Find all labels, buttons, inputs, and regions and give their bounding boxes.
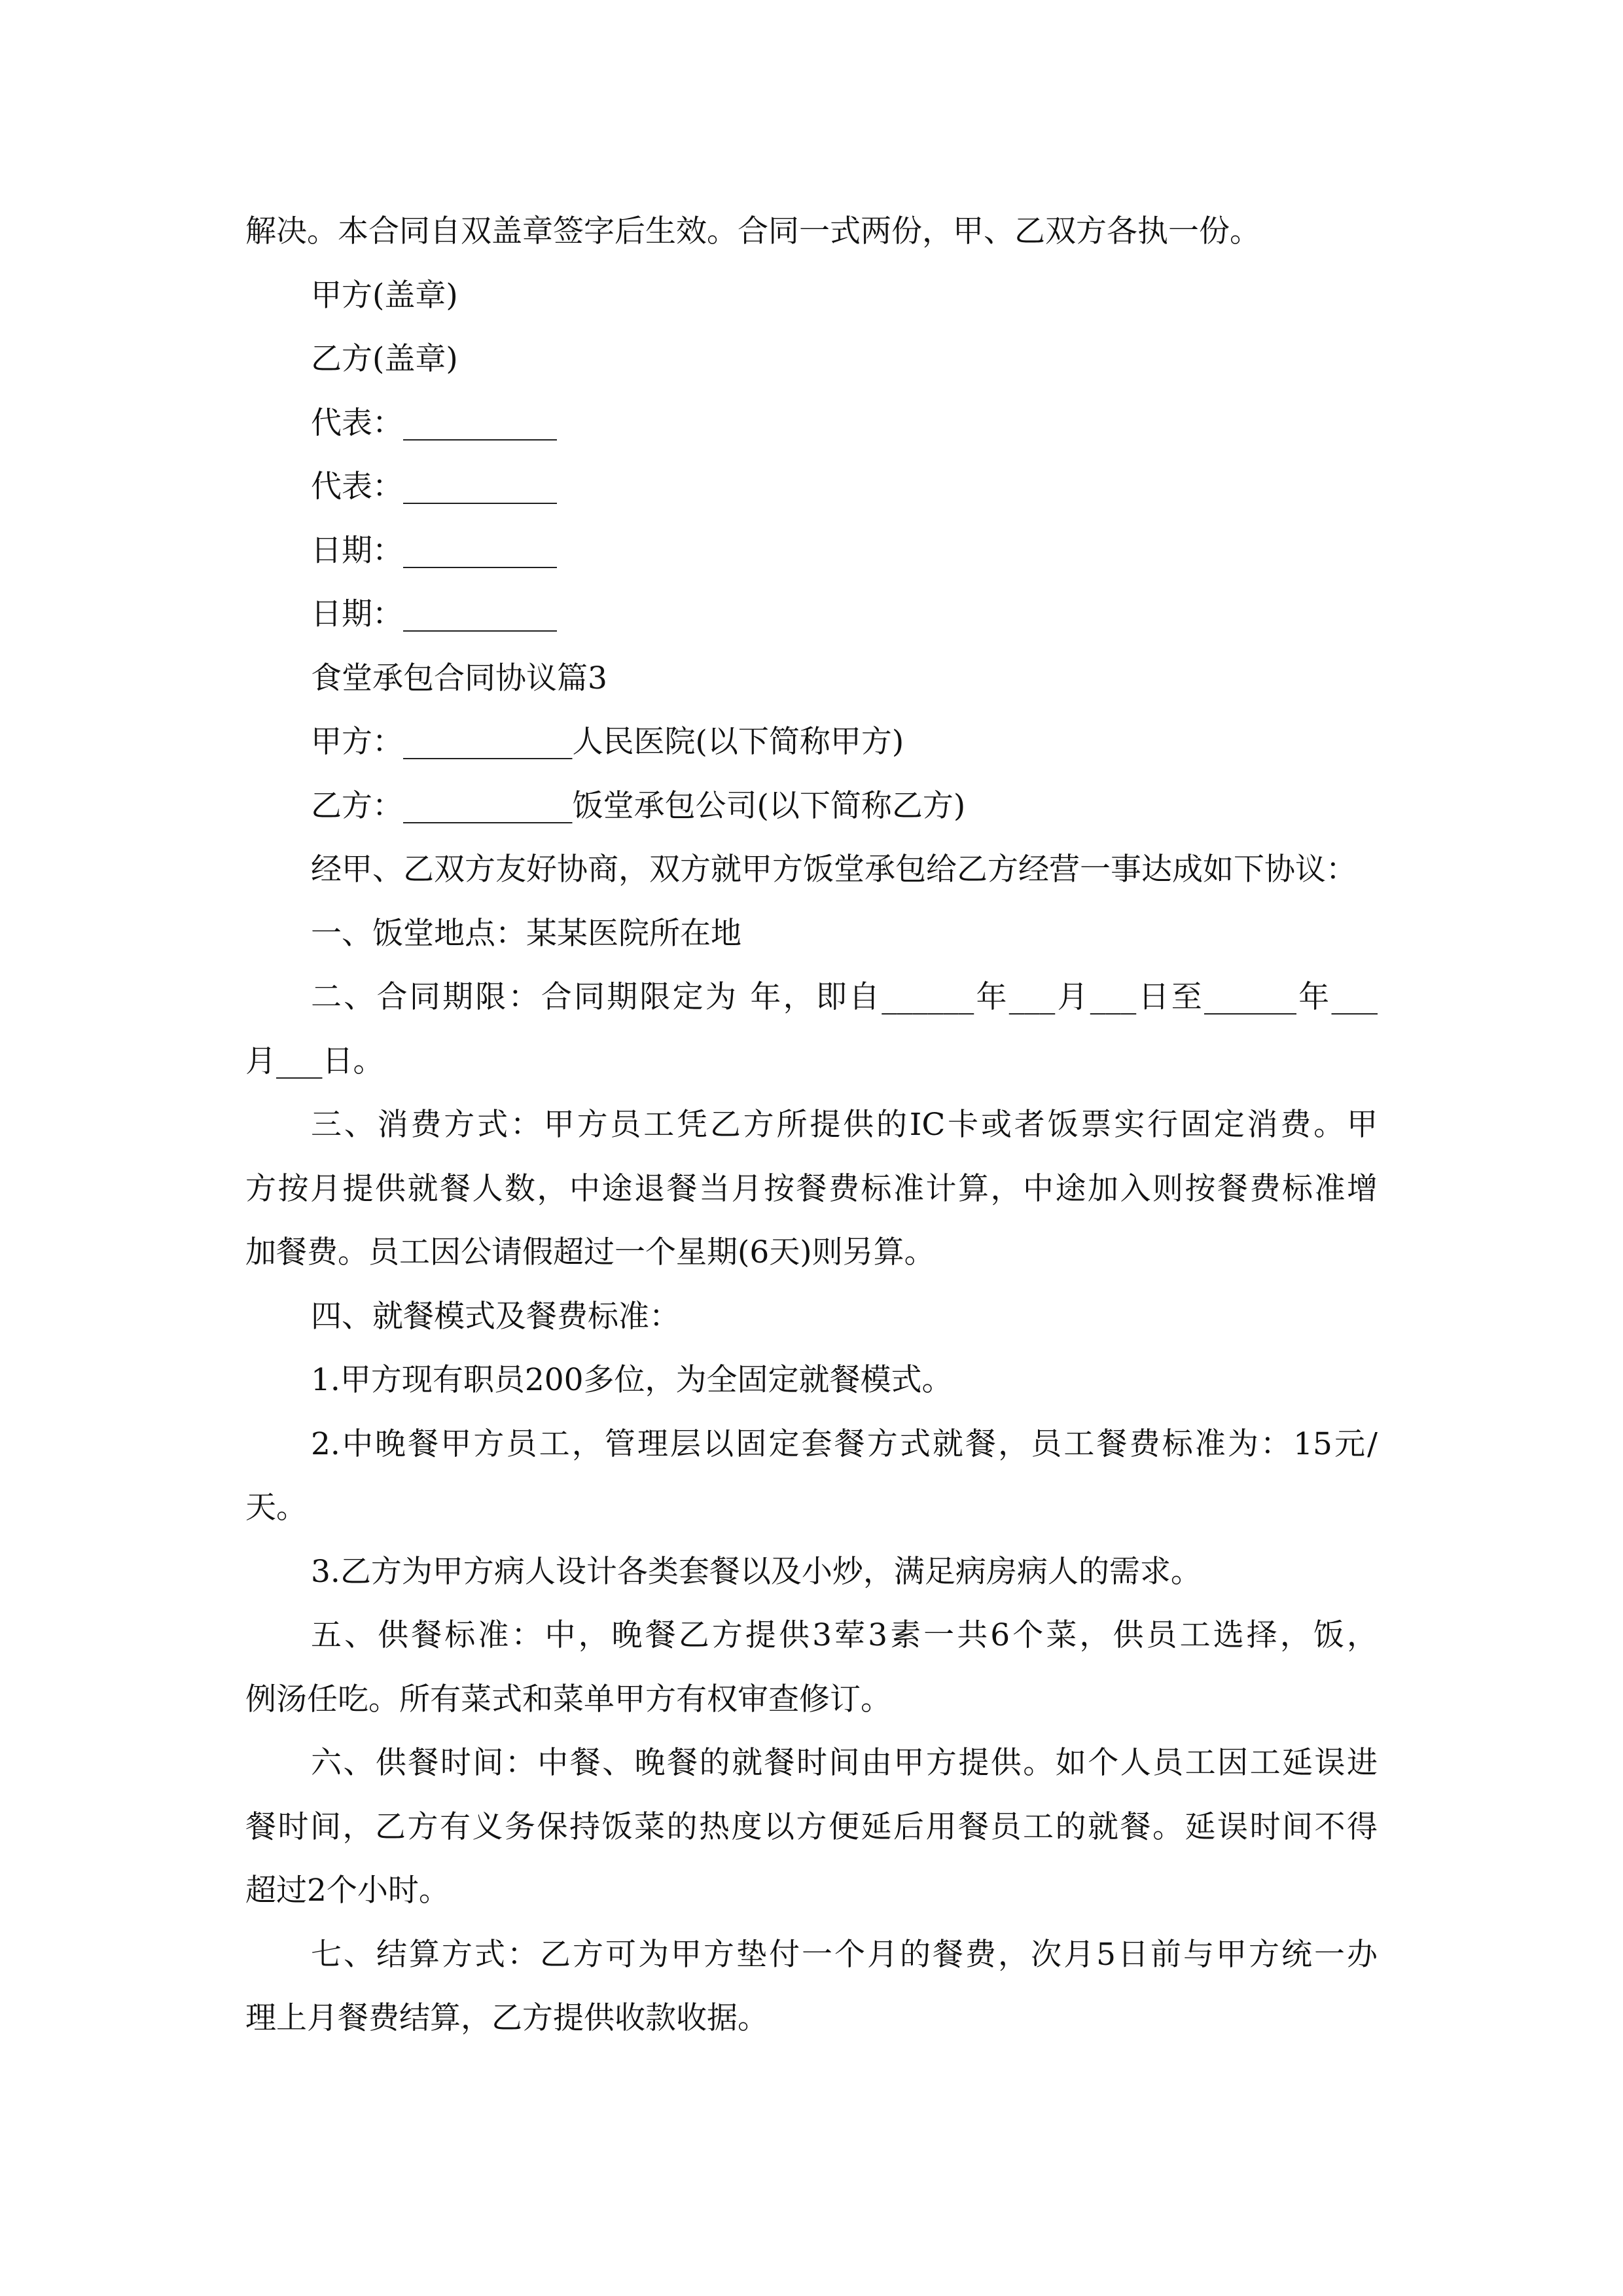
representative-b-line: 代表：__________ — [311, 469, 557, 505]
date-a-line: 日期：__________ — [311, 532, 557, 569]
clause-4-item-2-cont: 天。 — [245, 1490, 307, 1526]
representative-a-line: 代表：__________ — [311, 404, 557, 441]
clause-1-location: 一、饭堂地点：某某医院所在地 — [311, 915, 741, 952]
section-title: 食堂承包合同协议篇3 — [311, 660, 607, 696]
clause-6-time-cont: 餐时间，乙方有义务保持饭菜的热度以方便延后用餐员工的就餐。延误时间不得 — [245, 1808, 1378, 1845]
clause-6-time: 六、供餐时间：中餐、晚餐的就餐时间由甲方提供。如个人员工因工延误进 — [311, 1745, 1378, 1781]
clause-5-standard-cont: 例汤任吃。所有菜式和菜单甲方有权审查修订。 — [245, 1681, 891, 1717]
clause-4-item-2: 2.中晚餐甲方员工，管理层以固定套餐方式就餐，员工餐费标准为：15元/ — [311, 1426, 1378, 1462]
document-body — [245, 200, 1378, 2051]
agreement-intro: 经甲、乙双方友好协商，双方就甲方饭堂承包给乙方经营一事达成如下协议： — [311, 852, 1357, 888]
clause-4-mode: 四、就餐模式及餐费标准： — [311, 1298, 680, 1335]
clause-3-payment: 三、消费方式：甲方员工凭乙方所提供的IC卡或者饭票实行固定消费。甲 — [311, 1107, 1378, 1143]
party-b-line: 乙方：___________饭堂承包公司(以下简称乙方) — [311, 787, 966, 824]
clause-3-payment-end: 加餐费。员工因公请假超过一个星期(6天)则另算。 — [245, 1234, 935, 1270]
clause-7-settlement: 七、结算方式：乙方可为甲方垫付一个月的餐费，次月5日前与甲方统一办 — [311, 1936, 1378, 1973]
clause-7-settlement-cont: 理上月餐费结算，乙方提供收款收据。 — [245, 2000, 768, 2036]
clause-6-time-end: 超过2个小时。 — [245, 1873, 450, 1909]
clause-2-term-cont: 月___日。 — [245, 1043, 384, 1079]
party-a-seal-label: 甲方(盖章) — [311, 277, 458, 314]
clause-4-item-3: 3.乙方为甲方病人设计各类套餐以及小炒，满足病房病人的需求。 — [311, 1553, 1202, 1590]
party-a-line: 甲方：___________人民医院(以下简称甲方) — [311, 724, 904, 760]
date-b-line: 日期：__________ — [311, 596, 557, 632]
clause-3-payment-cont: 方按月提供就餐人数，中途退餐当月按餐费标准计算，中途加入则按餐费标准增 — [245, 1170, 1378, 1207]
paragraph-line: 解决。本合同自双盖章签字后生效。合同一式两份，甲、乙双方各执一份。 — [245, 213, 1260, 249]
clause-5-standard: 五、供餐标准：中，晚餐乙方提供3荤3素一共6个菜，供员工选择，饭， — [311, 1617, 1378, 1653]
clause-4-item-1: 1.甲方现有职员200多位，为全固定就餐模式。 — [311, 1362, 953, 1398]
party-b-seal-label: 乙方(盖章) — [311, 341, 458, 377]
clause-2-term: 二、合同期限：合同期限定为 年，即自______年___月___日至______年___ — [311, 979, 1378, 1015]
